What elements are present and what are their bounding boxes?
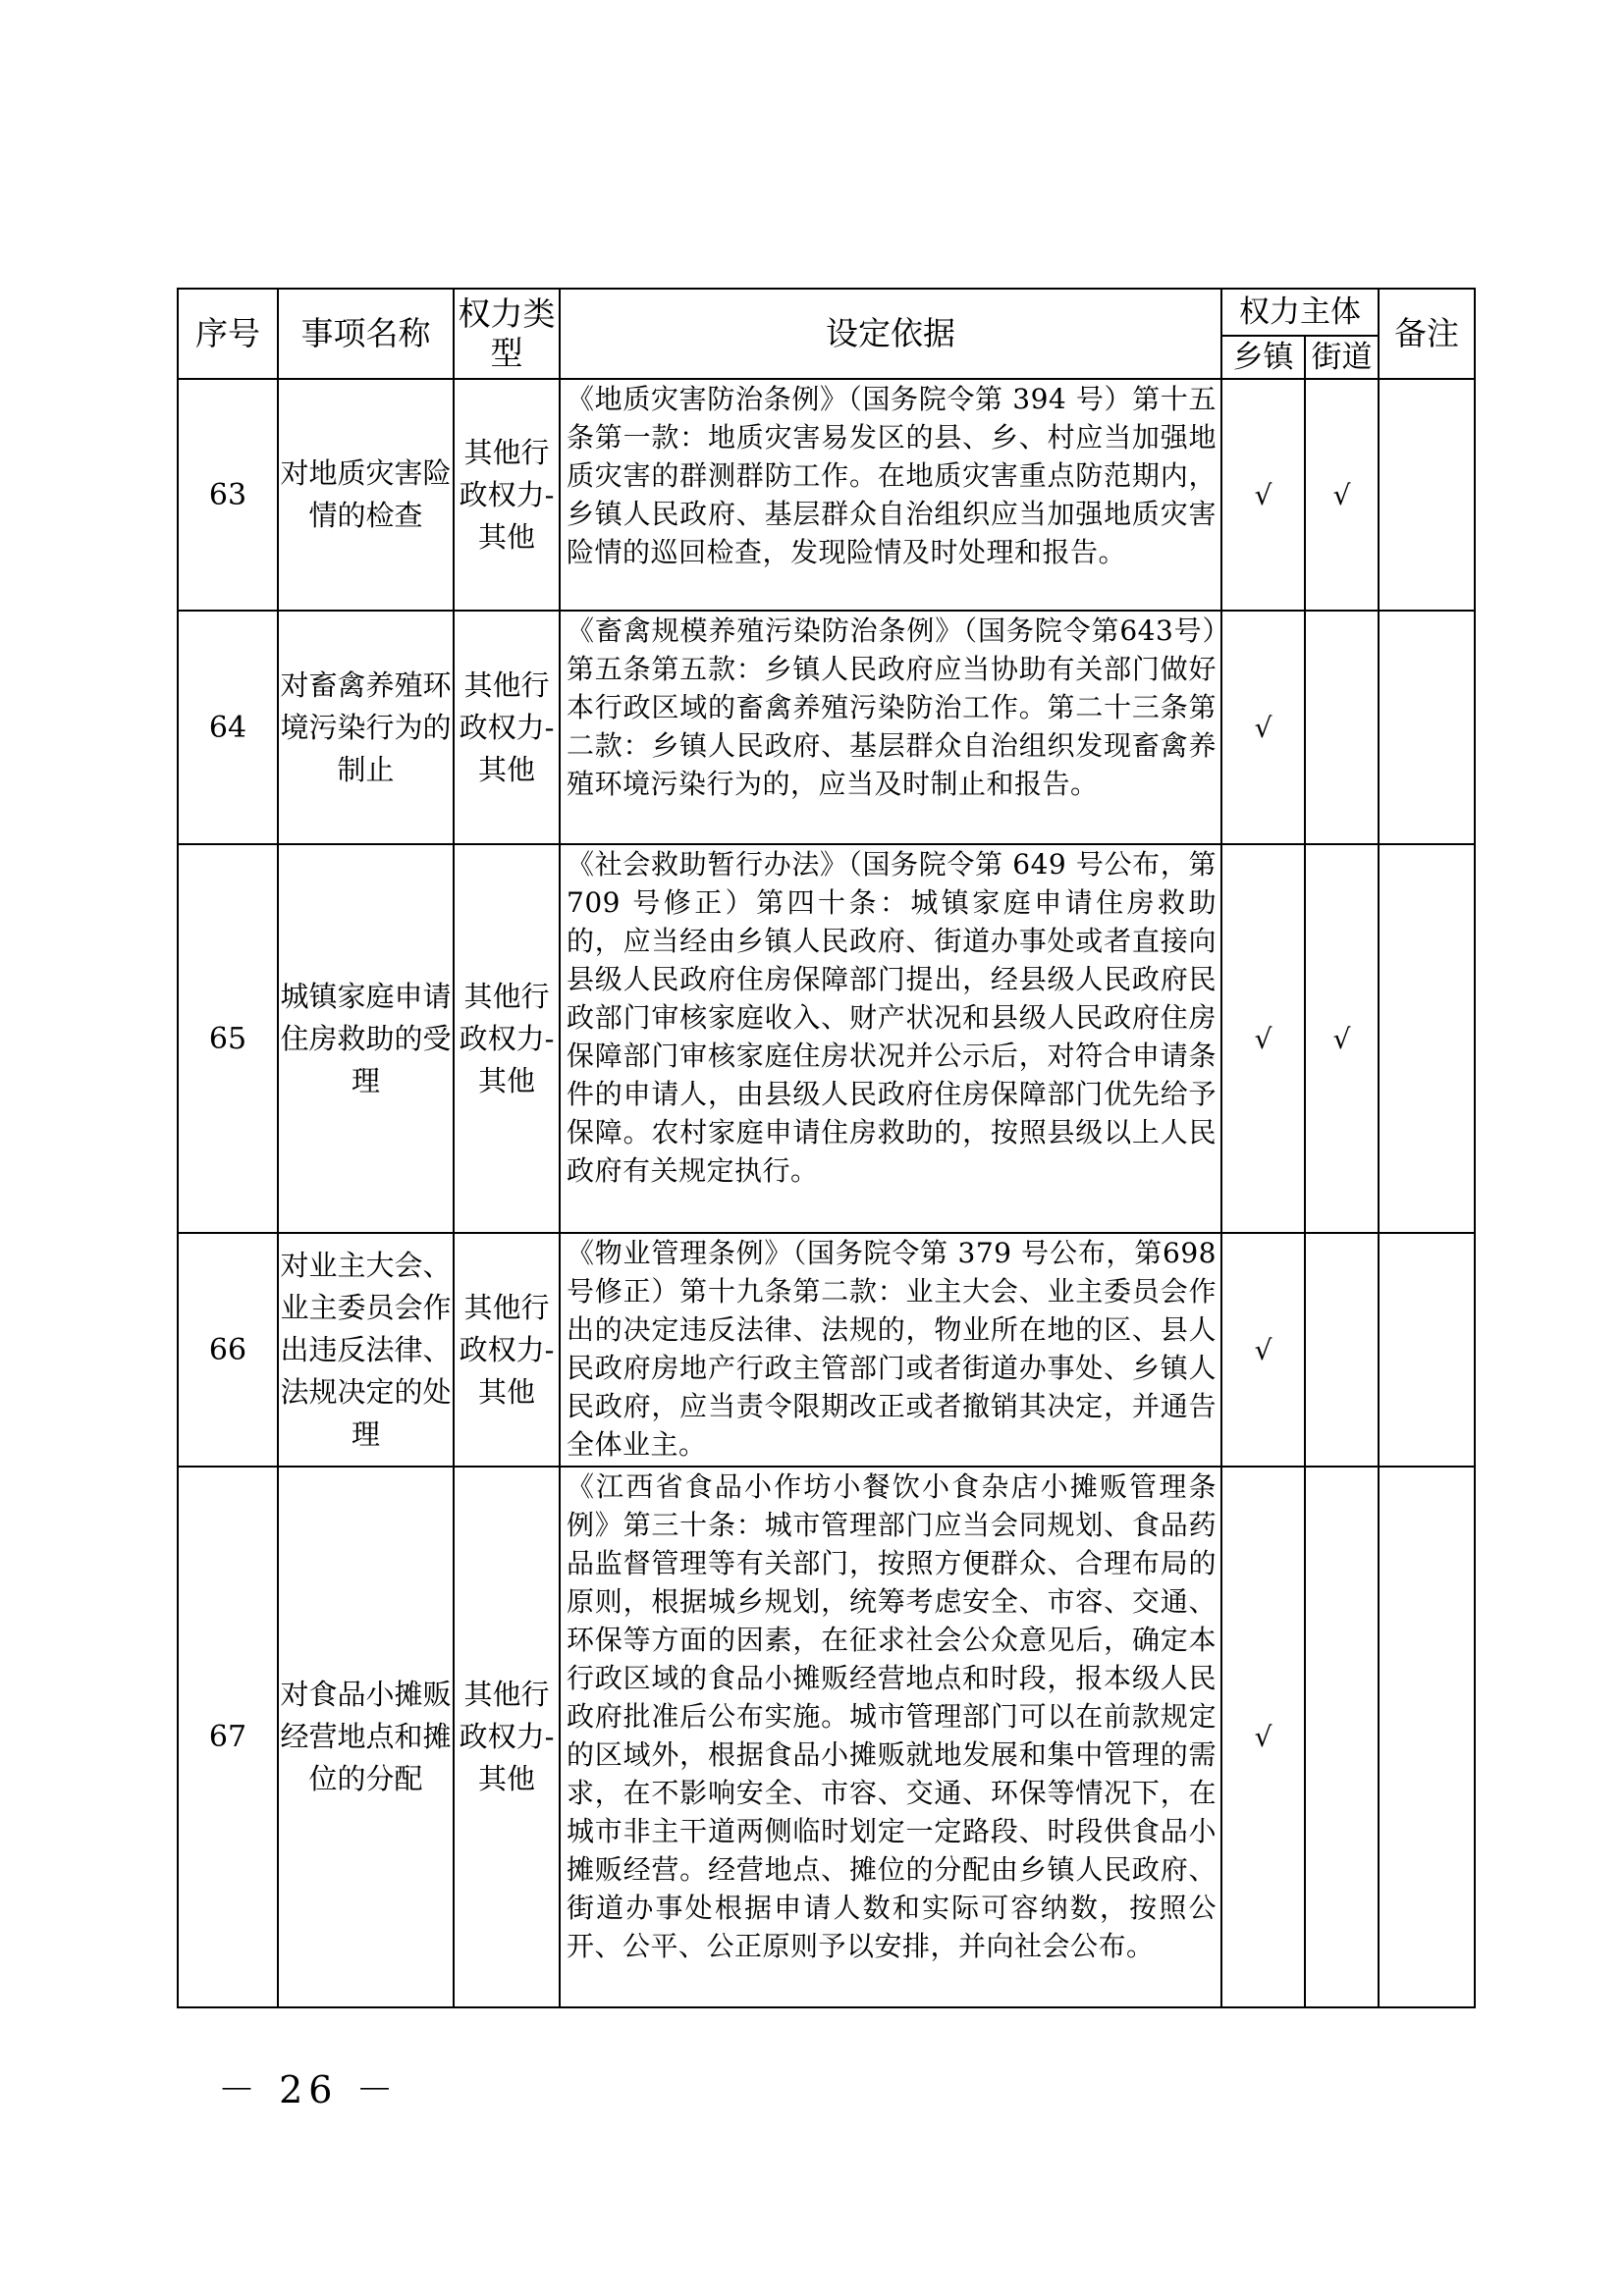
row-street-check: √ [1305,379,1379,611]
row-township-check: √ [1221,1467,1305,2007]
row-basis: 《江西省食品小作坊小餐饮小食杂店小摊贩管理条例》第三十条：城市管理部门应当会同规划、食品药品监督管理等有关部门，按照方便群众、合理布局的原则，根据城乡规划，统筹考虑安全、市容、交通、环保等方面的因素，在征求社会公众意见后，确定本行政区域的食品小摊贩经营地点和时段，报本级人民政府批准后公布实施。城市管理部门可以在前款规定的区域外，根据食品小摊贩就地发展和集中管理的需求，在不影响安全、市容、交通、环保等情况下，在城市非主干道两侧临时划定一定路段、时段供食品小摊贩经营。经营地点、摊位的分配由乡镇人民政府、街道办事处根据申请人数和实际可容纳数，按照公开、公平、公正原则予以安排，并向社会公布。 [560,1467,1221,2007]
row-township-check: √ [1221,844,1305,1233]
row-street-check [1305,1467,1379,2007]
row-type: 其他行政权力-其他 [454,379,560,611]
row-name: 对畜禽养殖环境污染行为的制止 [278,611,454,844]
row-type: 其他行政权力-其他 [454,1467,560,2007]
row-township-check: √ [1221,611,1305,844]
row-township-check: √ [1221,1233,1305,1467]
row-type: 其他行政权力-其他 [454,611,560,844]
row-name: 城镇家庭申请住房救助的受理 [278,844,454,1233]
header-street: 街道 [1305,336,1379,379]
header-seq: 序号 [178,289,278,379]
row-seq: 64 [178,611,278,844]
row-basis: 《地质灾害防治条例》（国务院令第 394 号）第十五条第一款：地质灾害易发区的县、乡、村应当加强地质灾害的群测群防工作。在地质灾害重点防范期内，乡镇人民政府、基层群众自治组织应当加强地质灾害险情的巡回检查，发现险情及时处理和报告。 [560,379,1221,611]
row-seq: 67 [178,1467,278,2007]
table-row [178,611,1475,844]
table-row [178,844,1475,1233]
row-basis: 《物业管理条例》（国务院令第 379 号公布，第698 号修正）第十九条第二款：业主大会、业主委员会作出的决定违反法律、法规的，物业所在地的区、县人民政府房地产行政主管部门或者街道办事处、乡镇人民政府，应当责令限期改正或者撤销其决定，并通告全体业主。 [560,1233,1221,1467]
row-remark [1379,1233,1475,1467]
row-type: 其他行政权力-其他 [454,844,560,1233]
row-remark [1379,379,1475,611]
row-seq: 66 [178,1233,278,1467]
header-row [178,289,1475,336]
header-basis: 设定依据 [560,289,1221,379]
row-type: 其他行政权力-其他 [454,1233,560,1467]
row-seq: 63 [178,379,278,611]
row-township-check: √ [1221,379,1305,611]
header-township: 乡镇 [1221,336,1305,379]
row-street-check: √ [1305,844,1379,1233]
table-row [178,379,1475,611]
row-name: 对食品小摊贩经营地点和摊位的分配 [278,1467,454,2007]
row-name: 对地质灾害险情的检查 [278,379,454,611]
row-remark [1379,1467,1475,2007]
powers-table [177,288,1476,2008]
page-number: － 26 － [218,2068,400,2111]
table-row [178,1233,1475,1467]
row-remark [1379,844,1475,1233]
row-street-check [1305,1233,1379,1467]
header-type: 权力类型 [454,289,560,379]
row-name: 对业主大会、业主委员会作出违反法律、法规决定的处理 [278,1233,454,1467]
row-basis: 《畜禽规模养殖污染防治条例》（国务院令第643号）第五条第五款：乡镇人民政府应当协助有关部门做好本行政区域的畜禽养殖污染防治工作。第二十三条第二款：乡镇人民政府、基层群众自治组织发现畜禽养殖环境污染行为的，应当及时制止和报告。 [560,611,1221,844]
header-subject: 权力主体 [1221,289,1379,336]
table-row [178,1467,1475,2007]
header-remark: 备注 [1379,289,1475,379]
row-basis: 《社会救助暂行办法》（国务院令第 649 号公布，第 709 号修正）第四十条：城镇家庭申请住房救助的，应当经由乡镇人民政府、街道办事处或者直接向县级人民政府住房保障部门提出，经县级人民政府民政部门审核家庭收入、财产状况和县级人民政府住房保障部门审核家庭住房状况并公示后，对符合申请条件的申请人，由县级人民政府住房保障部门优先给予保障。农村家庭申请住房救助的，按照县级以上人民政府有关规定执行。 [560,844,1221,1233]
row-street-check [1305,611,1379,844]
row-seq: 65 [178,844,278,1233]
row-remark [1379,611,1475,844]
header-name: 事项名称 [278,289,454,379]
